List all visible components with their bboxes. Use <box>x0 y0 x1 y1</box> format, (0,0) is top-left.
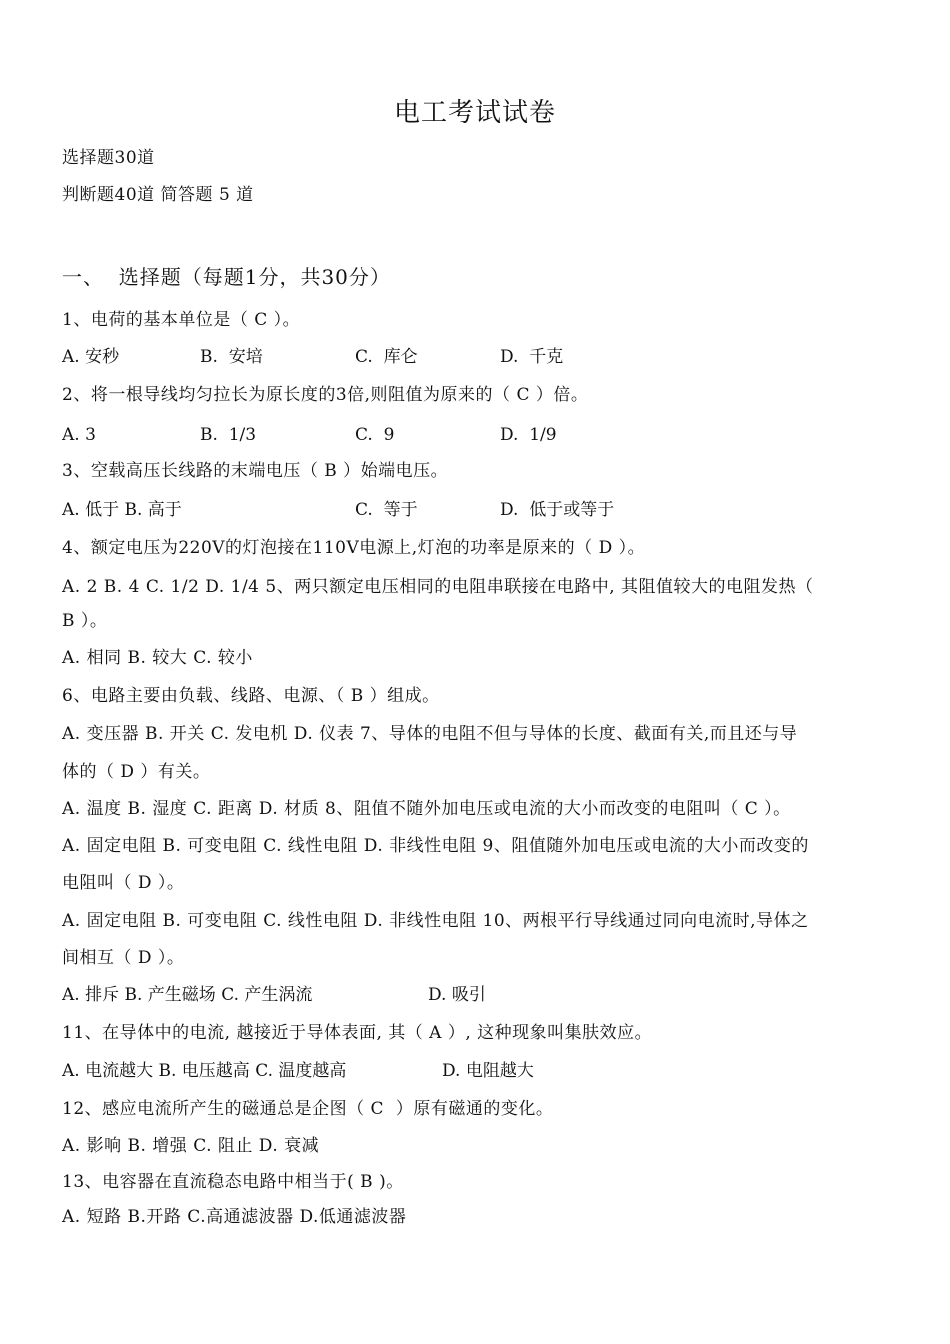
answer-option: C. 库仑 <box>355 347 418 367</box>
answer-option: D. 电阻越大 <box>442 1061 534 1081</box>
answer-options-line: A. 短路 B.开路 C.高通滤波器 D.低通滤波器 <box>62 1207 407 1227</box>
intro-line-1: 选择题30道 <box>62 148 155 168</box>
question-line: 体的（ D ）有关。 <box>62 762 211 782</box>
question-line: 电阻叫（ D ）。 <box>62 873 185 893</box>
question-line: 12、感应电流所产生的磁通总是企图（ C ）原有磁通的变化。 <box>62 1099 554 1119</box>
section-heading: 一、 选择题（每题1分，共30分） <box>62 265 391 289</box>
answer-option: A. 低于 B. 高于 <box>62 500 182 520</box>
answer-option: A. 电流越大 B. 电压越高 C. 温度越高 <box>62 1061 347 1081</box>
answer-option: A. 安秒 <box>62 347 120 367</box>
question-line: 1、电荷的基本单位是（ C ）。 <box>62 310 301 330</box>
question-line: 间相互（ D ）。 <box>62 948 185 968</box>
answer-option: D. 千克 <box>500 347 564 367</box>
answer-option: A. 3 <box>62 425 96 445</box>
answer-options-line: A. 相同 B. 较大 C. 较小 <box>62 648 253 668</box>
answer-option: C. 等于 <box>355 500 418 520</box>
question-line: B ）。 <box>62 611 108 631</box>
answer-options-line: A. 影响 B. 增强 C. 阻止 D. 衰减 <box>62 1136 320 1156</box>
answer-options-line: A. 温度 B. 湿度 C. 距离 D. 材质 8、阻值不随外加电压或电流的大小而改变的电阻叫（ C ）。 <box>62 799 791 819</box>
answer-option: A. 排斥 B. 产生磁场 C. 产生涡流 <box>62 985 313 1005</box>
answer-option: D. 1/9 <box>500 425 557 445</box>
question-line: 4、额定电压为220V的灯泡接在110V电源上,灯泡的功率是原来的（ D ）。 <box>62 538 646 558</box>
question-line: 11、在导体中的电流, 越接近于导体表面, 其（ A ）, 这种现象叫集肤效应。 <box>62 1023 653 1043</box>
answer-option: D. 低于或等于 <box>500 500 615 520</box>
answer-option: C. 9 <box>355 425 395 445</box>
question-line: 3、空载高压长线路的末端电压（ B ）始端电压。 <box>62 461 449 481</box>
intro-line-2: 判断题40道 简答题 5 道 <box>62 185 254 205</box>
answer-options-line: A. 变压器 B. 开关 C. 发电机 D. 仪表 7、导体的电阻不但与导体的长度、截面有关,而且还与导 <box>62 724 798 744</box>
answer-options-line: A. 固定电阻 B. 可变电阻 C. 线性电阻 D. 非线性电阻 10、两根平行导线通过同向电流时,导体之 <box>62 911 809 931</box>
question-line: 6、电路主要由负载、线路、电源、（ B ）组成。 <box>62 686 440 706</box>
question-line: 2、将一根导线均匀拉长为原长度的3倍,则阻值为原来的（ C ）倍。 <box>62 385 589 405</box>
answer-option: B. 安培 <box>200 347 263 367</box>
question-line: 13、电容器在直流稳态电路中相当于( B )。 <box>62 1172 404 1192</box>
answer-options-line: A. 2 B. 4 C. 1/2 D. 1/4 5、两只额定电压相同的电阻串联接在电路中, 其阻值较大的电阻发热（ <box>62 577 814 597</box>
answer-option: D. 吸引 <box>428 985 486 1005</box>
answer-options-line: A. 固定电阻 B. 可变电阻 C. 线性电阻 D. 非线性电阻 9、阻值随外加电压或电流的大小而改变的 <box>62 836 809 856</box>
page-title: 电工考试试卷 <box>393 98 556 128</box>
answer-option: B. 1/3 <box>200 425 257 445</box>
